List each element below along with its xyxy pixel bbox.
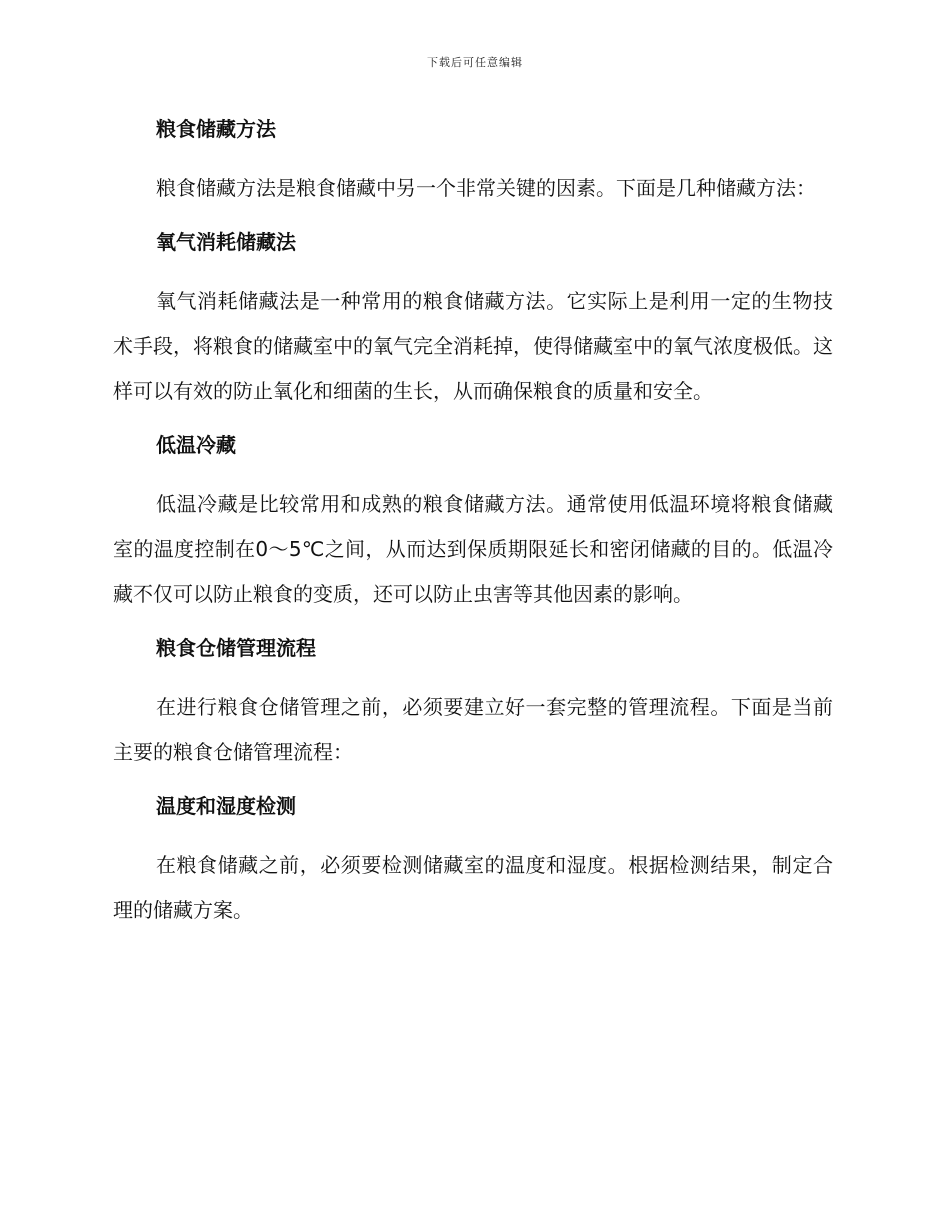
- section-paragraph: 氧气消耗储藏法是一种常用的粮食储藏方法。它实际上是利用一定的生物技术手段，将粮食的储藏室中的氧气完全消耗掉，使得储藏室中的氧气浓度极低。这样可以有效的防止氧化和细菌的生长，从而确保粮食的质量和安全。: [113, 289, 833, 403]
- section-paragraph: 在粮食储藏之前，必须要检测储藏室的温度和湿度。根据检测结果，制定合理的储藏方案。: [113, 853, 833, 922]
- section-heading: 粮食仓储管理流程: [156, 636, 316, 660]
- section-storage-methods: [113, 112, 833, 211]
- document-body: [113, 112, 833, 947]
- section-paragraph: 粮食储藏方法是粮食储藏中另一个非常关键的因素。下面是几种储藏方法：: [156, 176, 816, 200]
- section-heading: 氧气消耗储藏法: [156, 230, 296, 254]
- section-oxygen-consumption: [113, 225, 833, 414]
- section-management-process: [113, 631, 833, 775]
- section-paragraph: 在进行粮食仓储管理之前，必须要建立好一套完整的管理流程。下面是当前主要的粮食仓储管理流程：: [113, 695, 833, 764]
- section-temperature-humidity: [113, 789, 833, 933]
- section-heading: 粮食储藏方法: [156, 117, 276, 141]
- section-heading: 温度和湿度检测: [156, 794, 296, 818]
- section-paragraph: 低温冷藏是比较常用和成熟的粮食储藏方法。通常使用低温环境将粮食储藏室的温度控制在0～5℃之间，从而达到保质期限延长和密闭储藏的目的。低温冷藏不仅可以防止粮食的变质，还可以防止虫害等其他因素的影响。: [113, 492, 833, 606]
- page-header: 下载后可任意编辑: [427, 56, 523, 69]
- section-cold-storage: [113, 428, 833, 617]
- section-heading: 低温冷藏: [156, 433, 236, 457]
